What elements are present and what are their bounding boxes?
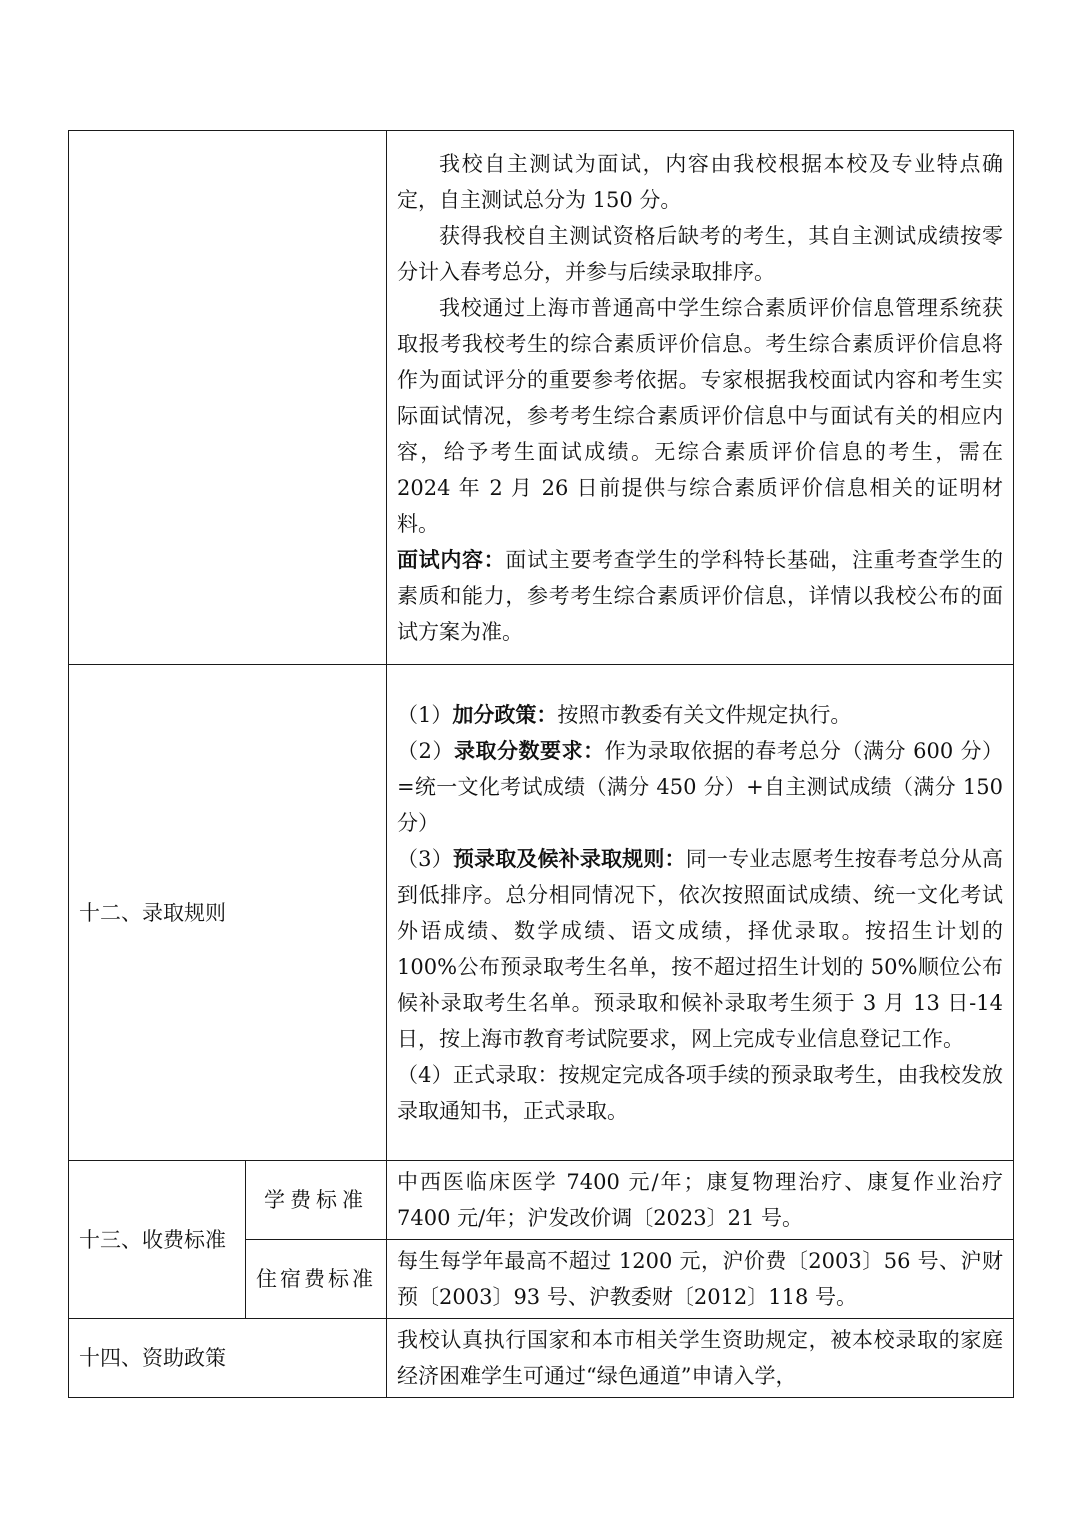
table-row-tuition bbox=[69, 1161, 1014, 1240]
item-text: 同一专业志愿考生按春考总分从高到低排序。总分相同情况下，依次按照面试成绩、统一文化考试外语成绩、数学成绩、语文成绩，择优录取。按招生计划的 100%公布预录取考生名单，按不超过招生计划的 50%顺位公布候补录取考生名单。预录取和候补录取考生须于 3 月 13 日-14 日，按上海市教育考试院要求，网上完成专业信息登记工作。 bbox=[397, 846, 1003, 1051]
cell-financial-aid-content: 我校认真执行国家和本市相关学生资助规定，被本校录取的家庭经济困难学生可通过“绿色通道”申请入学， bbox=[387, 1319, 1014, 1398]
cell-tuition-content: 中西医临床医学 7400 元/年；康复物理治疗、康复作业治疗 7400 元/年；沪发改价调〔2023〕21 号。 bbox=[387, 1161, 1014, 1240]
table-row-interview bbox=[69, 131, 1014, 665]
item-heading: 预录取及候补录取规则： bbox=[452, 845, 686, 871]
row-label-fees: 十三、收费标准 bbox=[69, 1161, 246, 1319]
cell-interview-content bbox=[387, 131, 1014, 665]
item-heading: 录取分数要求： bbox=[453, 737, 605, 763]
admission-policy-table bbox=[68, 130, 1014, 1398]
item-score-requirement bbox=[397, 733, 1003, 841]
sub-label-tuition: 学费标准 bbox=[246, 1161, 387, 1240]
item-number: （1） bbox=[397, 702, 453, 727]
item-text: 作为录取依据的春考总分（满分 600 分）=统一文化考试成绩（满分 450 分）+自主测试成绩（满分 150 分） bbox=[397, 738, 1003, 835]
item-text: 按照市教委有关文件规定执行。 bbox=[557, 702, 852, 727]
table-row-financial-aid bbox=[69, 1319, 1014, 1398]
sub-label-dorm-fee: 住宿费标准 bbox=[246, 1240, 387, 1319]
item-bonus-policy bbox=[397, 697, 1003, 733]
paragraph-absence-rule: 获得我校自主测试资格后缺考的考生，其自主测试成绩按零分计入春考总分，并参与后续录取排序。 bbox=[397, 223, 1003, 284]
paragraph-interview-content bbox=[397, 542, 1003, 650]
row-label-financial-aid: 十四、资助政策 bbox=[69, 1319, 387, 1398]
table-row-admission-rules bbox=[69, 665, 1014, 1161]
item-heading: 加分政策： bbox=[452, 701, 558, 727]
interview-content-text: 面试主要考查学生的学科特长基础，注重考查学生的素质和能力，参考考生综合素质评价信息，详情以我校公布的面试方案为准。 bbox=[397, 547, 1004, 644]
cell-dorm-fee-content: 每生每学年最高不超过 1200 元，沪价费〔2003〕56 号、沪财预〔2003〕93 号、沪教委财〔2012〕118 号。 bbox=[387, 1240, 1014, 1319]
interview-content-heading: 面试内容： bbox=[397, 546, 506, 572]
paragraph-evaluation-info: 我校通过上海市普通高中学生综合素质评价信息管理系统获取报考我校考生的综合素质评价信息。考生综合素质评价信息将作为面试评分的重要参考依据。专家根据我校面试内容和考生实际面试情况，参考考生综合素质评价信息中与面试有关的相应内容，给予考生面试成绩。无综合素质评价信息的考生，需在 2024 年 2 月 26 日前提供与综合素质评价信息相关的证明材料。 bbox=[397, 295, 1003, 536]
item-number: （2） bbox=[397, 738, 454, 763]
item-formal-admission: （4）正式录取：按规定完成各项手续的预录取考生，由我校发放录取通知书，正式录取。 bbox=[397, 1062, 1003, 1123]
row-label-interview bbox=[69, 131, 387, 665]
cell-admission-content bbox=[387, 665, 1014, 1161]
paragraph-interview-score: 我校自主测试为面试，内容由我校根据本校及专业特点确定，自主测试总分为 150 分。 bbox=[397, 151, 1003, 212]
item-pre-admission-rules bbox=[397, 841, 1003, 1057]
row-label-admission-rules: 十二、录取规则 bbox=[69, 665, 387, 1161]
item-number: （3） bbox=[397, 846, 453, 871]
